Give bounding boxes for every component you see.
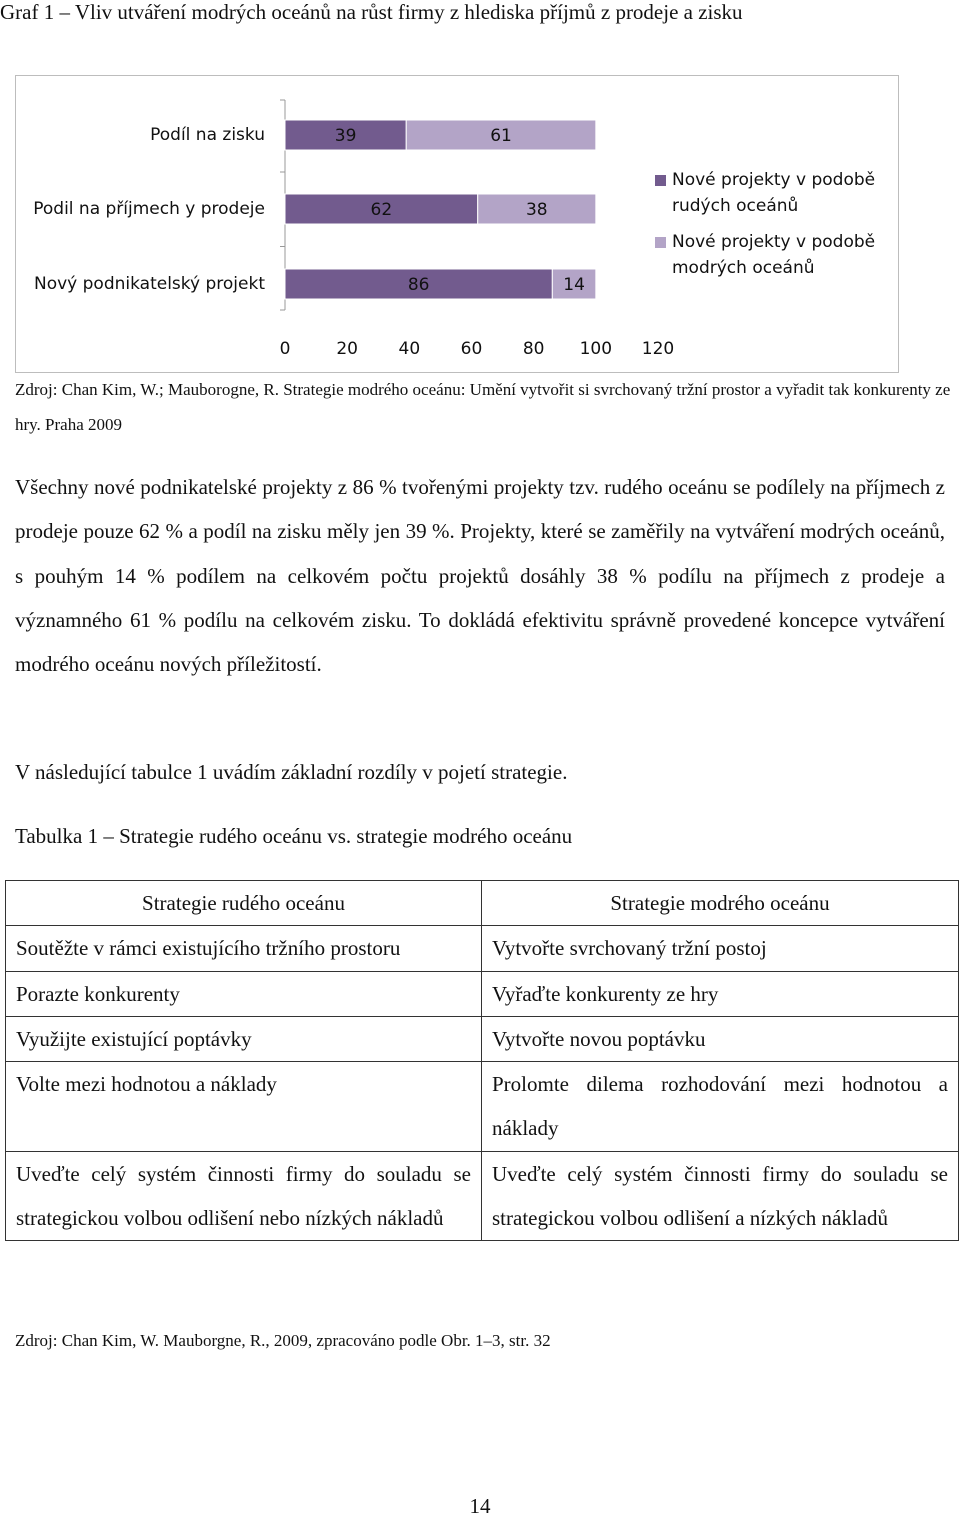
table-row [6,971,959,1016]
table-cell: Uveďte celý systém činnosti firmy do souladu se strategickou volbou odlišení nebo nízkých nákladů [6,1151,482,1241]
header-blue-ocean: Strategie modrého oceánu [482,881,959,926]
x-tick-label: 100 [579,339,613,359]
legend-label: modrých oceánů [672,258,815,278]
table-cell: Využijte existující poptávky [6,1016,482,1061]
category-label: Nový podnikatelský projekt [34,274,265,294]
table-cell: Uveďte celý systém činnosti firmy do souladu se strategickou volbou odlišení a nízkých nákladů [482,1151,959,1241]
category-label: Podil na příjmech y prodeje [33,199,265,219]
x-tick-label: 60 [460,339,483,359]
paragraph-table-intro: V následující tabulce 1 uvádím základní rozdíly v pojetí strategie. [15,760,568,784]
table-row [6,1062,959,1152]
table-cell: Vyřaďte konkurenty ze hry [482,971,959,1016]
x-tick-label: 80 [522,339,545,359]
table-source-note: Zdroj: Chan Kim, W. Mauborgne, R., 2009, zpracováno podle Obr. 1–3, str. 32 [15,1331,551,1350]
legend-label: Nové projekty v podobě [672,232,876,252]
page-number: 14 [469,1494,491,1518]
table-cell: Vytvořte svrchovaný tržní postoj [482,926,959,971]
legend-swatch [655,237,666,248]
data-label: 14 [563,275,585,295]
table-cell: Porazte konkurenty [6,971,482,1016]
table-cell: Soutěžte v rámci existujícího tržního prostoru [6,926,482,971]
strategy-comparison-table [5,880,959,1241]
data-label: 62 [370,200,393,220]
data-label: 86 [407,275,430,295]
table-caption: Tabulka 1 – Strategie rudého oceánu vs. strategie modrého oceánu [15,824,573,848]
table-cell: Prolomte dilema rozhodování mezi hodnotou a náklady [482,1062,959,1152]
legend-swatch [655,175,666,186]
data-label: 38 [525,200,548,220]
table-header-row [6,881,959,926]
header-red-ocean: Strategie rudého oceánu [6,881,482,926]
table-row [6,926,959,971]
graph-title: Graf 1 – Vliv utváření modrých oceánů na růst firmy z hlediska příjmů z prodeje a zisku [0,0,743,24]
data-label: 61 [490,126,512,146]
legend-label: Nové projekty v podobě [672,170,876,190]
x-tick-label: 0 [279,339,291,359]
x-tick-label: 40 [398,339,421,359]
category-label: Podíl na zisku [150,125,265,145]
table-row [6,1151,959,1241]
legend-label: rudých oceánů [672,196,799,216]
paragraph-chart-explanation: Všechny nové podnikatelské projekty z 86 % tvořenými projekty tzv. rudého oceánu se podílely na příjmech z prodeje pouze 62 % a podíl na zisku měly jen 39 %. Projekty, které se zaměřily na vytváření modrých oceánů, s pouhým 14 % podílem na celkovém počtu projektů dosáhly 38 % podílu na příjmech z prodeje a významného 61 % podílu na celkovém zisku. To dokládá efektivitu správně provedené koncepce vytváření modrého oceánu nových příležitostí. [15,475,945,677]
x-tick-label: 20 [336,339,358,359]
stacked-bar-chart [15,75,899,373]
x-tick-label: 120 [641,339,675,359]
table-cell: Volte mezi hodnotou a náklady [6,1062,482,1152]
data-label: 39 [334,126,357,146]
table-cell: Vytvořte novou poptávku [482,1016,959,1061]
table-row [6,1016,959,1061]
chart-source-note: Zdroj: Chan Kim, W.; Mauborogne, R. Strategie modrého oceánu: Umění vytvořit si svrchovaný tržní prostor a vyřadit tak konkurenty ze hry. Praha 2009 [15,380,951,434]
